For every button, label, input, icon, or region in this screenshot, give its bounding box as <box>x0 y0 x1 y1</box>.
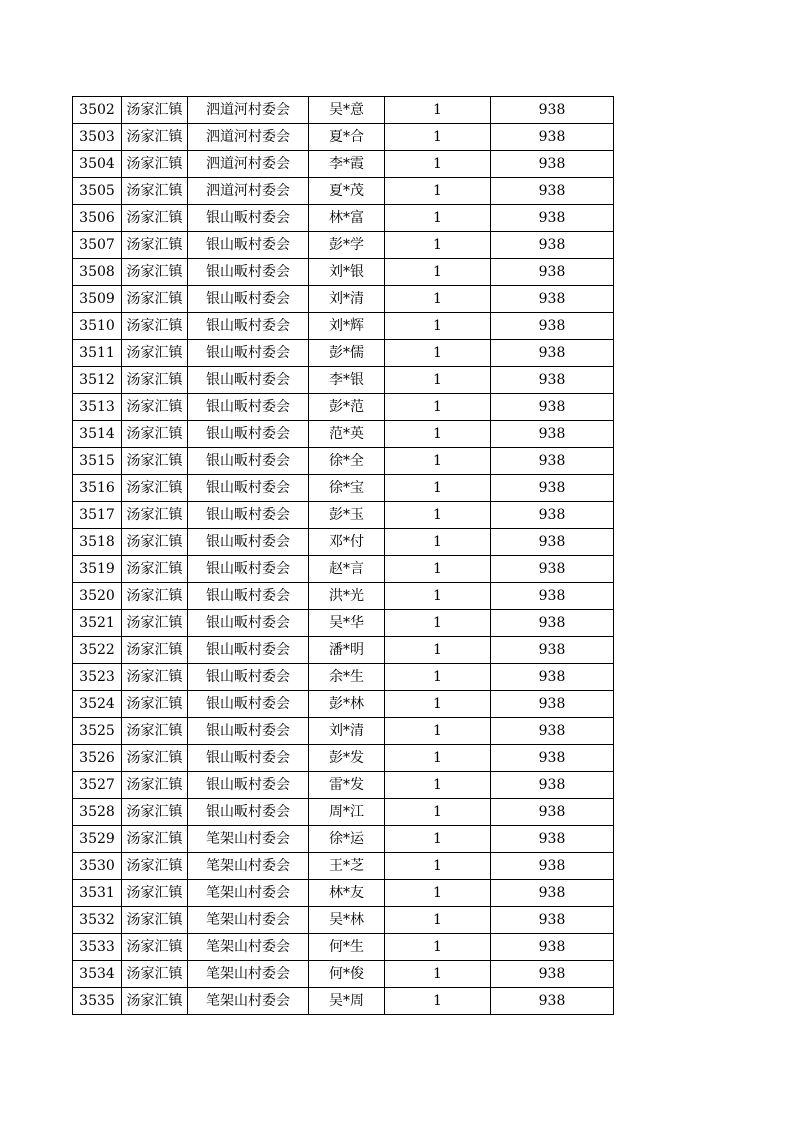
table-row <box>73 664 614 691</box>
count-cell: 1 <box>385 178 491 205</box>
town-cell: 汤家汇镇 <box>122 313 188 340</box>
town-cell: 汤家汇镇 <box>122 934 188 961</box>
subsidy-table <box>72 96 614 1015</box>
village-committee-cell: 银山畈村委会 <box>188 259 309 286</box>
village-committee-cell: 笔架山村委会 <box>188 988 309 1015</box>
count-cell: 1 <box>385 205 491 232</box>
row-number-cell: 3524 <box>73 691 122 718</box>
name-cell: 何*俊 <box>309 961 385 988</box>
town-cell: 汤家汇镇 <box>122 259 188 286</box>
row-number-cell: 3506 <box>73 205 122 232</box>
amount-cell: 938 <box>491 637 614 664</box>
village-committee-cell: 银山畈村委会 <box>188 367 309 394</box>
row-number-cell: 3532 <box>73 907 122 934</box>
village-committee-cell: 笔架山村委会 <box>188 934 309 961</box>
row-number-cell: 3502 <box>73 97 122 124</box>
amount-cell: 938 <box>491 286 614 313</box>
amount-cell: 938 <box>491 610 614 637</box>
town-cell: 汤家汇镇 <box>122 367 188 394</box>
village-committee-cell: 银山畈村委会 <box>188 448 309 475</box>
row-number-cell: 3510 <box>73 313 122 340</box>
amount-cell: 938 <box>491 367 614 394</box>
name-cell: 李*霞 <box>309 151 385 178</box>
village-committee-cell: 银山畈村委会 <box>188 205 309 232</box>
amount-cell: 938 <box>491 124 614 151</box>
row-number-cell: 3527 <box>73 772 122 799</box>
row-number-cell: 3520 <box>73 583 122 610</box>
village-committee-cell: 银山畈村委会 <box>188 583 309 610</box>
amount-cell: 938 <box>491 988 614 1015</box>
table-row <box>73 826 614 853</box>
count-cell: 1 <box>385 340 491 367</box>
count-cell: 1 <box>385 961 491 988</box>
name-cell: 洪*光 <box>309 583 385 610</box>
table-row <box>73 907 614 934</box>
count-cell: 1 <box>385 772 491 799</box>
count-cell: 1 <box>385 988 491 1015</box>
table-row <box>73 151 614 178</box>
town-cell: 汤家汇镇 <box>122 853 188 880</box>
row-number-cell: 3529 <box>73 826 122 853</box>
town-cell: 汤家汇镇 <box>122 961 188 988</box>
name-cell: 彭*儒 <box>309 340 385 367</box>
count-cell: 1 <box>385 583 491 610</box>
name-cell: 邓*付 <box>309 529 385 556</box>
town-cell: 汤家汇镇 <box>122 97 188 124</box>
count-cell: 1 <box>385 151 491 178</box>
village-committee-cell: 银山畈村委会 <box>188 475 309 502</box>
village-committee-cell: 银山畈村委会 <box>188 610 309 637</box>
amount-cell: 938 <box>491 97 614 124</box>
row-number-cell: 3526 <box>73 745 122 772</box>
town-cell: 汤家汇镇 <box>122 988 188 1015</box>
town-cell: 汤家汇镇 <box>122 772 188 799</box>
count-cell: 1 <box>385 259 491 286</box>
name-cell: 夏*茂 <box>309 178 385 205</box>
amount-cell: 938 <box>491 475 614 502</box>
name-cell: 林*友 <box>309 880 385 907</box>
town-cell: 汤家汇镇 <box>122 205 188 232</box>
town-cell: 汤家汇镇 <box>122 286 188 313</box>
town-cell: 汤家汇镇 <box>122 799 188 826</box>
village-committee-cell: 银山畈村委会 <box>188 718 309 745</box>
village-committee-cell: 银山畈村委会 <box>188 286 309 313</box>
name-cell: 徐*宝 <box>309 475 385 502</box>
amount-cell: 938 <box>491 664 614 691</box>
table-row <box>73 502 614 529</box>
name-cell: 潘*明 <box>309 637 385 664</box>
count-cell: 1 <box>385 664 491 691</box>
table-row <box>73 718 614 745</box>
count-cell: 1 <box>385 124 491 151</box>
amount-cell: 938 <box>491 529 614 556</box>
amount-cell: 938 <box>491 907 614 934</box>
village-committee-cell: 笔架山村委会 <box>188 853 309 880</box>
table-row <box>73 799 614 826</box>
name-cell: 林*富 <box>309 205 385 232</box>
row-number-cell: 3517 <box>73 502 122 529</box>
table-row <box>73 934 614 961</box>
table-row <box>73 286 614 313</box>
village-committee-cell: 笔架山村委会 <box>188 826 309 853</box>
amount-cell: 938 <box>491 556 614 583</box>
row-number-cell: 3514 <box>73 421 122 448</box>
village-committee-cell: 银山畈村委会 <box>188 529 309 556</box>
table-row <box>73 583 614 610</box>
amount-cell: 938 <box>491 826 614 853</box>
town-cell: 汤家汇镇 <box>122 448 188 475</box>
table-row <box>73 124 614 151</box>
amount-cell: 938 <box>491 853 614 880</box>
row-number-cell: 3535 <box>73 988 122 1015</box>
town-cell: 汤家汇镇 <box>122 529 188 556</box>
row-number-cell: 3504 <box>73 151 122 178</box>
table-row <box>73 448 614 475</box>
count-cell: 1 <box>385 610 491 637</box>
town-cell: 汤家汇镇 <box>122 664 188 691</box>
village-committee-cell: 银山畈村委会 <box>188 664 309 691</box>
name-cell: 何*生 <box>309 934 385 961</box>
amount-cell: 938 <box>491 934 614 961</box>
name-cell: 夏*合 <box>309 124 385 151</box>
town-cell: 汤家汇镇 <box>122 151 188 178</box>
name-cell: 彭*发 <box>309 745 385 772</box>
name-cell: 赵*言 <box>309 556 385 583</box>
row-number-cell: 3531 <box>73 880 122 907</box>
row-number-cell: 3523 <box>73 664 122 691</box>
village-committee-cell: 银山畈村委会 <box>188 502 309 529</box>
count-cell: 1 <box>385 799 491 826</box>
row-number-cell: 3525 <box>73 718 122 745</box>
count-cell: 1 <box>385 367 491 394</box>
amount-cell: 938 <box>491 961 614 988</box>
count-cell: 1 <box>385 826 491 853</box>
row-number-cell: 3508 <box>73 259 122 286</box>
count-cell: 1 <box>385 286 491 313</box>
table-row <box>73 988 614 1015</box>
row-number-cell: 3533 <box>73 934 122 961</box>
table-body <box>73 97 614 1015</box>
row-number-cell: 3513 <box>73 394 122 421</box>
name-cell: 徐*全 <box>309 448 385 475</box>
village-committee-cell: 银山畈村委会 <box>188 421 309 448</box>
row-number-cell: 3519 <box>73 556 122 583</box>
row-number-cell: 3518 <box>73 529 122 556</box>
table-row <box>73 880 614 907</box>
table-row <box>73 313 614 340</box>
count-cell: 1 <box>385 421 491 448</box>
table-row <box>73 232 614 259</box>
table-row <box>73 421 614 448</box>
amount-cell: 938 <box>491 259 614 286</box>
amount-cell: 938 <box>491 502 614 529</box>
row-number-cell: 3521 <box>73 610 122 637</box>
name-cell: 周*江 <box>309 799 385 826</box>
town-cell: 汤家汇镇 <box>122 232 188 259</box>
row-number-cell: 3511 <box>73 340 122 367</box>
amount-cell: 938 <box>491 394 614 421</box>
row-number-cell: 3515 <box>73 448 122 475</box>
name-cell: 吴*意 <box>309 97 385 124</box>
row-number-cell: 3530 <box>73 853 122 880</box>
town-cell: 汤家汇镇 <box>122 718 188 745</box>
name-cell: 彭*范 <box>309 394 385 421</box>
table-row <box>73 610 614 637</box>
village-committee-cell: 银山畈村委会 <box>188 313 309 340</box>
amount-cell: 938 <box>491 205 614 232</box>
name-cell: 李*银 <box>309 367 385 394</box>
name-cell: 彭*玉 <box>309 502 385 529</box>
town-cell: 汤家汇镇 <box>122 178 188 205</box>
row-number-cell: 3522 <box>73 637 122 664</box>
town-cell: 汤家汇镇 <box>122 340 188 367</box>
count-cell: 1 <box>385 745 491 772</box>
village-committee-cell: 银山畈村委会 <box>188 799 309 826</box>
amount-cell: 938 <box>491 799 614 826</box>
name-cell: 王*芝 <box>309 853 385 880</box>
name-cell: 彭*林 <box>309 691 385 718</box>
village-committee-cell: 银山畈村委会 <box>188 745 309 772</box>
town-cell: 汤家汇镇 <box>122 583 188 610</box>
table-row <box>73 637 614 664</box>
table-row <box>73 475 614 502</box>
name-cell: 雷*发 <box>309 772 385 799</box>
table-row <box>73 97 614 124</box>
count-cell: 1 <box>385 637 491 664</box>
village-committee-cell: 银山畈村委会 <box>188 340 309 367</box>
count-cell: 1 <box>385 853 491 880</box>
village-committee-cell: 泗道河村委会 <box>188 178 309 205</box>
name-cell: 吴*周 <box>309 988 385 1015</box>
village-committee-cell: 银山畈村委会 <box>188 394 309 421</box>
amount-cell: 938 <box>491 718 614 745</box>
amount-cell: 938 <box>491 421 614 448</box>
amount-cell: 938 <box>491 745 614 772</box>
table-row <box>73 394 614 421</box>
row-number-cell: 3503 <box>73 124 122 151</box>
name-cell: 范*英 <box>309 421 385 448</box>
town-cell: 汤家汇镇 <box>122 880 188 907</box>
town-cell: 汤家汇镇 <box>122 556 188 583</box>
count-cell: 1 <box>385 934 491 961</box>
row-number-cell: 3512 <box>73 367 122 394</box>
village-committee-cell: 笔架山村委会 <box>188 907 309 934</box>
table-row <box>73 259 614 286</box>
village-committee-cell: 泗道河村委会 <box>188 151 309 178</box>
count-cell: 1 <box>385 394 491 421</box>
name-cell: 彭*学 <box>309 232 385 259</box>
count-cell: 1 <box>385 97 491 124</box>
name-cell: 吴*华 <box>309 610 385 637</box>
amount-cell: 938 <box>491 583 614 610</box>
village-committee-cell: 银山畈村委会 <box>188 556 309 583</box>
count-cell: 1 <box>385 691 491 718</box>
name-cell: 徐*运 <box>309 826 385 853</box>
table-row <box>73 556 614 583</box>
town-cell: 汤家汇镇 <box>122 826 188 853</box>
count-cell: 1 <box>385 529 491 556</box>
table-row <box>73 205 614 232</box>
count-cell: 1 <box>385 448 491 475</box>
town-cell: 汤家汇镇 <box>122 637 188 664</box>
row-number-cell: 3509 <box>73 286 122 313</box>
town-cell: 汤家汇镇 <box>122 691 188 718</box>
town-cell: 汤家汇镇 <box>122 394 188 421</box>
amount-cell: 938 <box>491 880 614 907</box>
row-number-cell: 3516 <box>73 475 122 502</box>
row-number-cell: 3534 <box>73 961 122 988</box>
amount-cell: 938 <box>491 178 614 205</box>
village-committee-cell: 银山畈村委会 <box>188 232 309 259</box>
amount-cell: 938 <box>491 313 614 340</box>
name-cell: 刘*清 <box>309 718 385 745</box>
table-row <box>73 529 614 556</box>
town-cell: 汤家汇镇 <box>122 421 188 448</box>
name-cell: 吴*林 <box>309 907 385 934</box>
town-cell: 汤家汇镇 <box>122 907 188 934</box>
village-committee-cell: 银山畈村委会 <box>188 772 309 799</box>
table-row <box>73 340 614 367</box>
village-committee-cell: 泗道河村委会 <box>188 97 309 124</box>
village-committee-cell: 泗道河村委会 <box>188 124 309 151</box>
table-row <box>73 772 614 799</box>
name-cell: 刘*辉 <box>309 313 385 340</box>
town-cell: 汤家汇镇 <box>122 745 188 772</box>
name-cell: 余*生 <box>309 664 385 691</box>
village-committee-cell: 银山畈村委会 <box>188 691 309 718</box>
town-cell: 汤家汇镇 <box>122 124 188 151</box>
town-cell: 汤家汇镇 <box>122 475 188 502</box>
row-number-cell: 3528 <box>73 799 122 826</box>
count-cell: 1 <box>385 502 491 529</box>
name-cell: 刘*银 <box>309 259 385 286</box>
amount-cell: 938 <box>491 232 614 259</box>
count-cell: 1 <box>385 232 491 259</box>
count-cell: 1 <box>385 475 491 502</box>
table-row <box>73 853 614 880</box>
row-number-cell: 3505 <box>73 178 122 205</box>
row-number-cell: 3507 <box>73 232 122 259</box>
name-cell: 刘*清 <box>309 286 385 313</box>
count-cell: 1 <box>385 313 491 340</box>
amount-cell: 938 <box>491 151 614 178</box>
table-row <box>73 691 614 718</box>
amount-cell: 938 <box>491 691 614 718</box>
village-committee-cell: 笔架山村委会 <box>188 961 309 988</box>
amount-cell: 938 <box>491 448 614 475</box>
town-cell: 汤家汇镇 <box>122 610 188 637</box>
village-committee-cell: 银山畈村委会 <box>188 637 309 664</box>
table-row <box>73 745 614 772</box>
count-cell: 1 <box>385 718 491 745</box>
town-cell: 汤家汇镇 <box>122 502 188 529</box>
village-committee-cell: 笔架山村委会 <box>188 880 309 907</box>
table-row <box>73 178 614 205</box>
amount-cell: 938 <box>491 772 614 799</box>
count-cell: 1 <box>385 907 491 934</box>
count-cell: 1 <box>385 880 491 907</box>
table-row <box>73 961 614 988</box>
count-cell: 1 <box>385 556 491 583</box>
amount-cell: 938 <box>491 340 614 367</box>
table-row <box>73 367 614 394</box>
